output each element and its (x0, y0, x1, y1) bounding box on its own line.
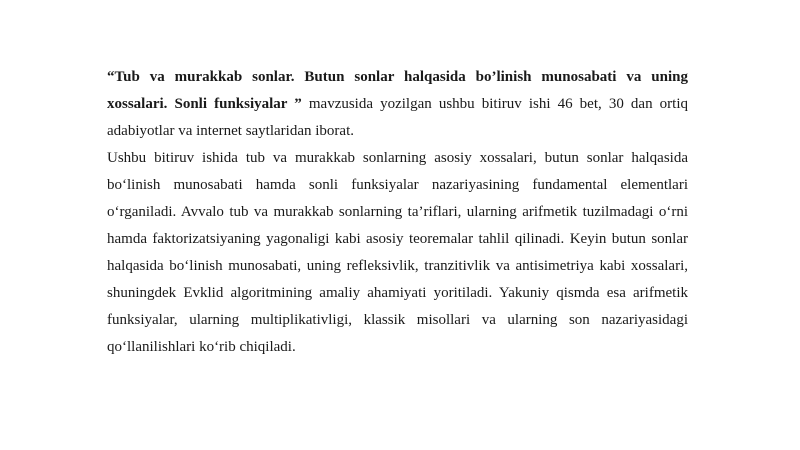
intro-paragraph (107, 64, 688, 145)
intro-title-bold: “Tub va murakkab sonlar. Butun sonlar halqasida bo’linish munosabati va uning xossalari. Sonli funksiyalar ” (107, 69, 688, 112)
body-paragraph: Ushbu bitiruv ishida tub va murakkab sonlarning asosiy xossalari, butun sonlar halqasida bo‘linish munosabati hamda sonli funksiyalar nazariyasining fundamental elementlari o‘rganiladi. Avvalo tub va murakkab sonlarning ta’riflari, ularning arifmetik tuzilmadagi o‘rni hamda faktorizatsiyaning yagonaligi kabi asosiy teoremalar tahlil qilinadi. Keyin butun sonlar halqasida bo‘linish munosabati, uning refleksivlik, tranzitivlik va antisimetriya kabi xossalari, shuningdek Evklid algoritmining amaliy ahamiyati yoritiladi. Yakuniy qismda esa arifmetik funksiyalar, ularning multiplikativligi, klassik misollari va ularning son nazariyasidagi qo‘llanilishlari ko‘rib chiqiladi. (107, 150, 688, 355)
intro-description: mavzusida yozilgan ushbu bitiruv ishi 46 bet, 30 dan ortiq adabiyotlar va internet saytlaridan iborat. (107, 96, 688, 139)
document-content (107, 64, 688, 361)
